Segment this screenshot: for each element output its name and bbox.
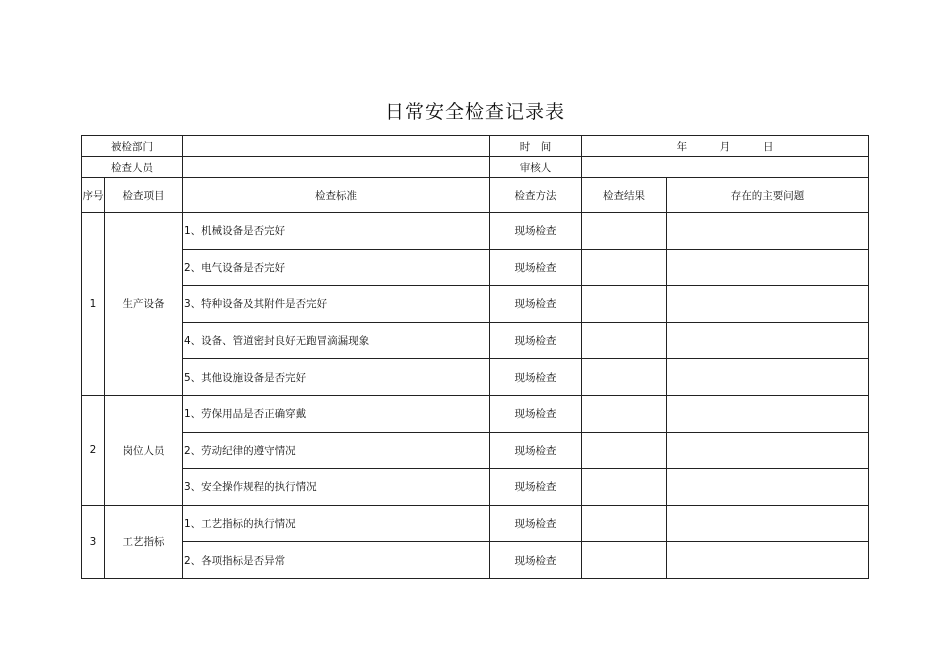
issues-cell[interactable]	[667, 432, 869, 469]
dept-value-cell[interactable]	[183, 136, 490, 157]
standard-cell: 4、设备、管道密封良好无跑冒滴漏现象	[183, 322, 490, 359]
col-seq-header: 序号	[82, 178, 105, 213]
page-title: 日常安全检查记录表	[384, 101, 565, 123]
issues-cell[interactable]	[667, 286, 869, 323]
table-row	[82, 286, 869, 323]
result-cell[interactable]	[582, 505, 667, 542]
issues-cell[interactable]	[667, 359, 869, 396]
group-seq: 3	[82, 505, 105, 578]
col-item-header: 检查项目	[105, 178, 183, 213]
col-result-header: 检查结果	[582, 178, 667, 213]
inspector-value-cell[interactable]	[183, 157, 490, 178]
group-seq: 1	[82, 213, 105, 396]
date-month-label: 月	[719, 140, 731, 153]
issues-cell[interactable]	[667, 542, 869, 579]
method-cell: 现场检查	[490, 432, 582, 469]
table-row	[82, 359, 869, 396]
header-row-inspector	[82, 157, 869, 178]
standard-cell: 5、其他设施设备是否完好	[183, 359, 490, 396]
standard-cell: 2、各项指标是否异常	[183, 542, 490, 579]
table-row	[82, 213, 869, 250]
group-item: 岗位人员	[105, 395, 183, 505]
method-cell: 现场检查	[490, 213, 582, 250]
issues-cell[interactable]	[667, 469, 869, 506]
method-cell: 现场检查	[490, 505, 582, 542]
table-row	[82, 395, 869, 432]
issues-cell[interactable]	[667, 249, 869, 286]
group-seq: 2	[82, 395, 105, 505]
standard-cell: 2、劳动纪律的遵守情况	[183, 432, 490, 469]
standard-cell: 3、安全操作规程的执行情况	[183, 469, 490, 506]
table-row	[82, 505, 869, 542]
group-item: 生产设备	[105, 213, 183, 396]
issues-cell[interactable]	[667, 322, 869, 359]
table-row	[82, 322, 869, 359]
inspector-label: 检查人员	[82, 157, 183, 178]
result-cell[interactable]	[582, 213, 667, 250]
col-method-header: 检查方法	[490, 178, 582, 213]
method-cell: 现场检查	[490, 249, 582, 286]
standard-cell: 1、机械设备是否完好	[183, 213, 490, 250]
result-cell[interactable]	[582, 359, 667, 396]
col-standard-header: 检查标准	[183, 178, 490, 213]
result-cell[interactable]	[582, 249, 667, 286]
standard-cell: 2、电气设备是否完好	[183, 249, 490, 286]
method-cell: 现场检查	[490, 322, 582, 359]
table-row	[82, 542, 869, 579]
method-cell: 现场检查	[490, 542, 582, 579]
result-cell[interactable]	[582, 286, 667, 323]
date-day-label: 日	[762, 140, 774, 153]
result-cell[interactable]	[582, 469, 667, 506]
group-item: 工艺指标	[105, 505, 183, 578]
reviewer-value-cell[interactable]	[582, 157, 869, 178]
table-row	[82, 432, 869, 469]
inspection-table	[81, 135, 869, 579]
result-cell[interactable]	[582, 542, 667, 579]
result-cell[interactable]	[582, 395, 667, 432]
issues-cell[interactable]	[667, 213, 869, 250]
method-cell: 现场检查	[490, 286, 582, 323]
standard-cell: 1、劳保用品是否正确穿戴	[183, 395, 490, 432]
time-label: 时 间	[490, 136, 582, 157]
date-year-label: 年	[676, 140, 688, 153]
result-cell[interactable]	[582, 322, 667, 359]
dept-label: 被检部门	[82, 136, 183, 157]
date-cell[interactable]	[582, 136, 869, 157]
table-row	[82, 469, 869, 506]
issues-cell[interactable]	[667, 395, 869, 432]
method-cell: 现场检查	[490, 359, 582, 396]
issues-cell[interactable]	[667, 505, 869, 542]
result-cell[interactable]	[582, 432, 667, 469]
method-cell: 现场检查	[490, 469, 582, 506]
method-cell: 现场检查	[490, 395, 582, 432]
standard-cell: 3、特种设备及其附件是否完好	[183, 286, 490, 323]
table-row	[82, 249, 869, 286]
column-header-row	[82, 178, 869, 213]
standard-cell: 1、工艺指标的执行情况	[183, 505, 490, 542]
header-row-dept	[82, 136, 869, 157]
reviewer-label: 审核人	[490, 157, 582, 178]
col-issues-header: 存在的主要问题	[667, 178, 869, 213]
